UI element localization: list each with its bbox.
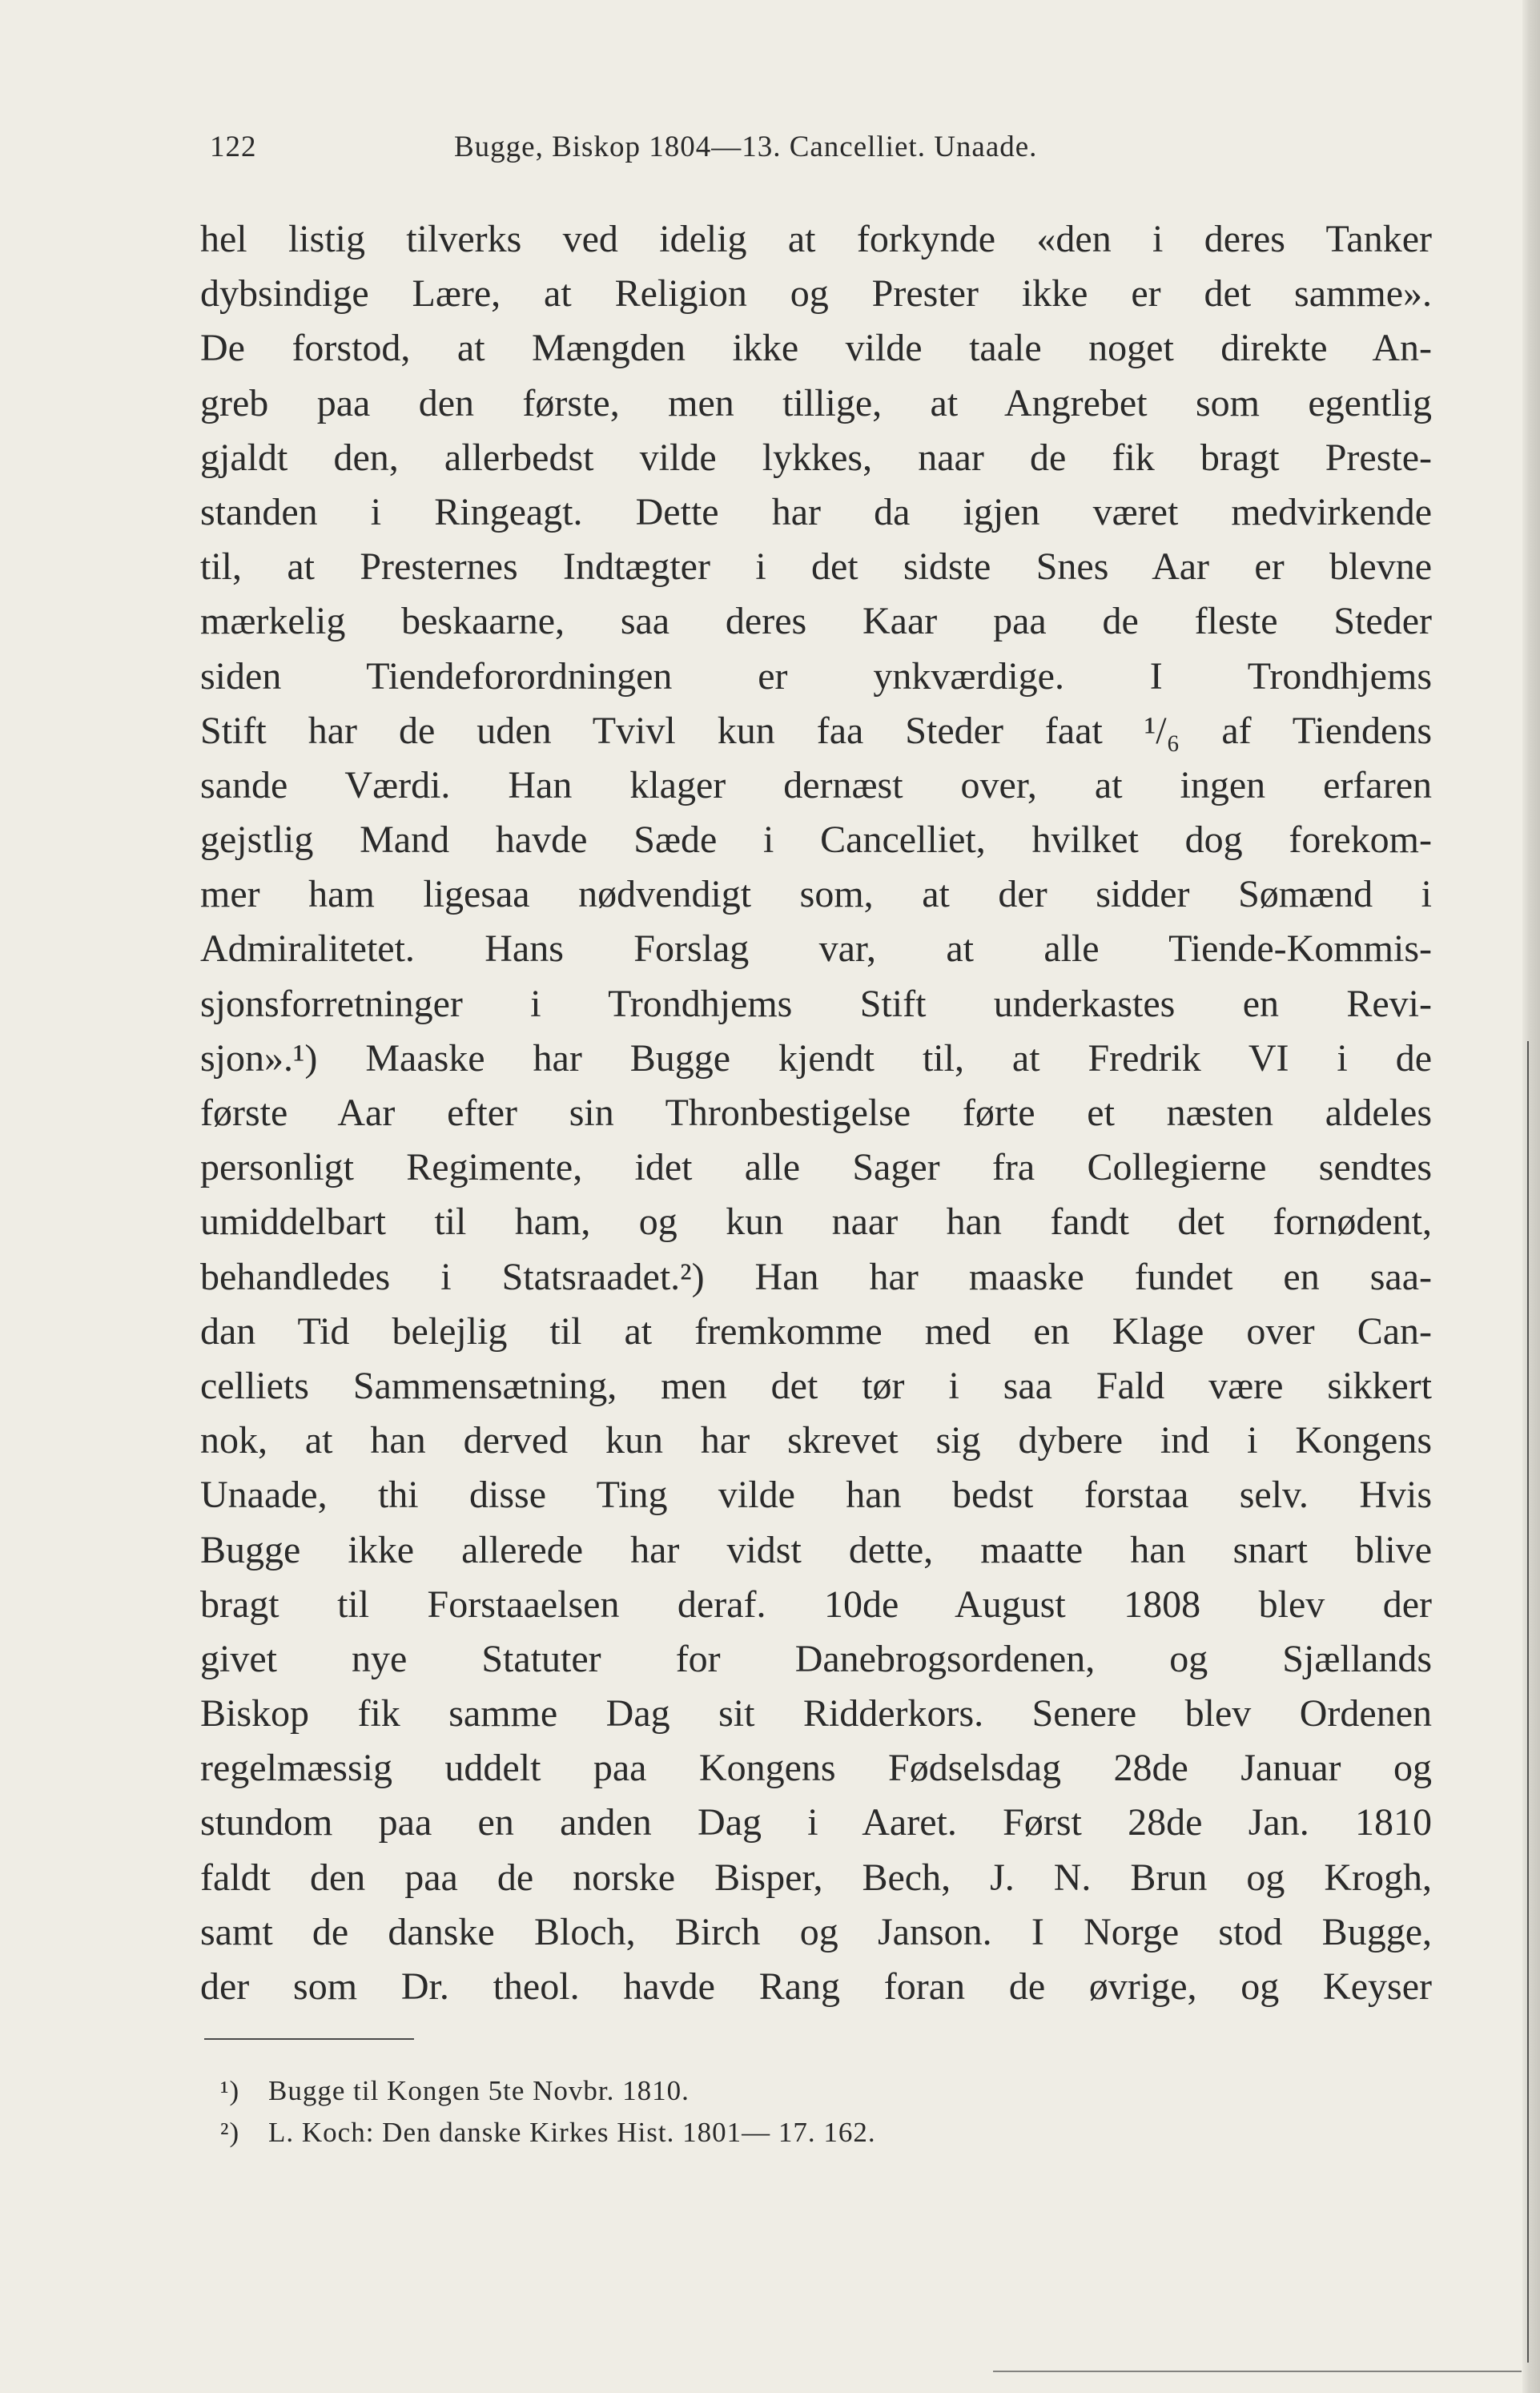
text-line: umiddelbart til ham, og kun naar han fandt det fornødent, <box>200 1201 1432 1244</box>
footnote-text: L. Koch: Den danske Kirkes Hist. 1801— 17. 162. <box>268 2117 876 2148</box>
text-line: mer ham ligesaa nødvendigt som, at der sidder Sømænd i <box>200 873 1432 916</box>
text-line: standen i Ringeagt. Dette har da igjen været medvirkende <box>200 490 1432 533</box>
running-head: Bugge, Biskop 1804—13. Cancelliet. Unaade. <box>454 131 1038 163</box>
text-line: mærkelig beskaarne, saa deres Kaar paa de fleste Steder <box>200 600 1432 643</box>
text-line: nok, at han derved kun har skrevet sig dybere ind i Kongens <box>200 1419 1432 1462</box>
text-line: Unaade, thi disse Ting vilde han bedst forstaa selv. Hvis <box>200 1474 1432 1517</box>
text-line: stundom paa en anden Dag i Aaret. Først 28de Jan. 1810 <box>200 1801 1432 1844</box>
footnote-1 <box>220 2070 1261 2112</box>
text-line: Admiralitetet. Hans Forslag var, at alle Tiende-Kommis- <box>200 927 1432 971</box>
text-line: gejstlig Mand havde Sæde i Cancelliet, hvilket dog forekom- <box>200 818 1432 862</box>
text-line: første Aar efter sin Thronbestigelse førte et næsten aldeles <box>200 1092 1432 1134</box>
footnote-2 <box>220 2112 1261 2154</box>
footnotes <box>220 2070 1261 2154</box>
text-line: celliets Sammensætning, men det tør i saa Fald være sikkert <box>200 1364 1432 1407</box>
text-line: sjonsforretninger i Trondhjems Stift underkastes en Revi- <box>200 982 1432 1025</box>
text-line: sande Værdi. Han klager dernæst over, at ingen erfaren <box>200 763 1432 806</box>
body-text <box>200 212 1432 2014</box>
text-line: dybsindige Lære, at Religion og Prester ikke er det samme». <box>200 272 1432 316</box>
page-edge-shadow <box>1522 0 1540 2393</box>
text-line: samt de danske Bloch, Birch og Janson. I Norge stod Bugge, <box>200 1910 1432 1953</box>
text-line: Biskop fik samme Dag sit Ridderkors. Senere blev Ordenen <box>200 1692 1432 1735</box>
text-line: dan Tid belejlig til at fremkomme med en Klage over Can- <box>200 1309 1432 1353</box>
text-line: givet nye Statuter for Danebrogsordenen, og Sjællands <box>200 1637 1432 1680</box>
text-line: hel listig tilverks ved idelig at forkynde «den i deres Tanker <box>200 218 1432 260</box>
text-line: bragt til Forstaaelsen deraf. 10de August 1808 blev der <box>200 1583 1432 1626</box>
text-line: siden Tiendeforordningen er ynkværdige. I Trondhjems <box>200 654 1432 698</box>
text-line: sjon».¹) Maaske har Bugge kjendt til, at Fredrik VI i de <box>200 1036 1432 1080</box>
footnote-separator <box>204 2038 414 2040</box>
footnote-marker: ²) <box>220 2117 240 2148</box>
footnote-text: Bugge til Kongen 5te Novbr. 1810. <box>268 2075 690 2106</box>
page-header <box>210 130 1443 170</box>
text-line: Stift har de uden Tvivl kun faa Steder faat ¹/₆ af Tiendens <box>200 709 1432 752</box>
text-line: Bugge ikke allerede har vidst dette, maatte han snart blive <box>200 1528 1432 1571</box>
footnote-marker: ¹) <box>220 2075 240 2106</box>
text-line: regelmæssig uddelt paa Kongens Fødselsdag 28de Januar og <box>200 1747 1432 1790</box>
text-line: behandledes i Statsraadet.²) Han har maaske fundet en saa- <box>200 1255 1432 1298</box>
text-line: til, at Presternes Indtægter i det sidste Snes Aar er blevne <box>200 545 1432 589</box>
text-line: faldt den paa de norske Bisper, Bech, J. N. Brun og Krogh, <box>200 1856 1432 1899</box>
scan-edge-line <box>993 2371 1522 2372</box>
text-line: gjaldt den, allerbedst vilde lykkes, naar de fik bragt Preste- <box>200 436 1432 479</box>
text-line: personligt Regimente, idet alle Sager fra Collegierne sendtes <box>200 1146 1432 1189</box>
page-number: 122 <box>210 131 257 163</box>
text-line: De forstod, at Mængden ikke vilde taale noget direkte An- <box>200 327 1432 370</box>
text-line: greb paa den første, men tillige, at Angrebet som egentlig <box>200 381 1432 424</box>
text-line: der som Dr. theol. havde Rang foran de øvrige, og Keyser <box>200 1965 1432 2008</box>
